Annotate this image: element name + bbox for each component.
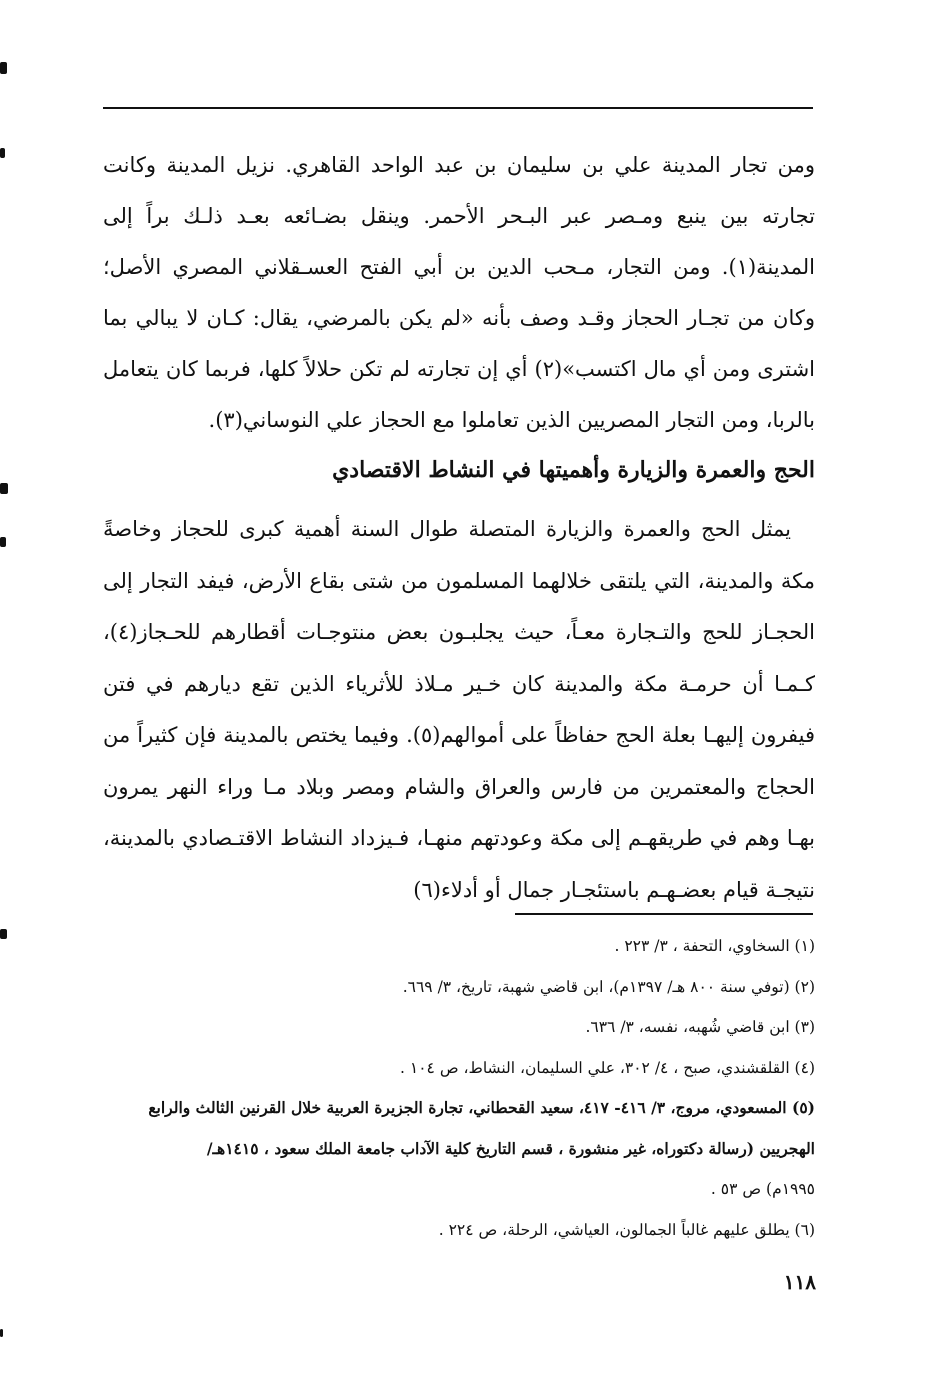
footnote-3: (٣) ابن قاضي شُهبه، نفسه، ٣/ ٦٣٦. (585, 1018, 815, 1036)
footnote-5-continued: الهجريين (رسالة دكتوراه، غير منشورة ، قسم التاريخ كلية الآداب جامعة الملك سعود ، ١٤١٥هـ/ (206, 1138, 815, 1158)
footnote-2: (٢) (توفي سنة ٨٠٠ هـ/ ١٣٩٧م)، ابن قاضي شهبة، تاريخ، ٣/ ٦٦٩. (402, 977, 815, 996)
scan-mark (0, 537, 6, 547)
body-paragraph-1 (103, 140, 815, 446)
paragraph-text: ومن تجار المدينة علي بن سليمان بن عبد الواحد القاهري. نزيل المدينة وكانت تجارته بين ينبع ومـصر عبر البـحر الأحمر. وينقل بضـائعه بعـد ذلـك براً إلى المدينة(١). ومن التجار، مـحب الدين بن أبي الفتح العسـقلاني المصري الأصل؛ وكان من تجـار الحجاز وقـد وصف بأنه «لم يكن بالمرضي، يقال: كـان لا يبالي بما اشترى ومن أي مال اكتسب»(٢) أي إن تجارته لم تكن حلالاً كلها، فربما كان يتعامل بالربا، ومن التجار المصريين الذين تعاملوا مع الحجاز علي النوساني(٣). (103, 153, 815, 432)
footnote-4: (٤) القلقشندي، صبح ، ٤/ ٣٠٢، علي السليمان، النشاط، ص ١٠٤ . (400, 1058, 815, 1077)
footnote-6: (٦) يطلق عليهم غالباً الجمالون، العياشي، الرحلة، ص ٢٢٤ . (438, 1220, 815, 1239)
scan-mark (0, 1329, 3, 1337)
section-heading: الحج والعمرة والزيارة وأهميتها في النشاط الاقتصادي (332, 457, 815, 483)
footnotes (103, 926, 815, 1250)
scan-mark (0, 483, 8, 494)
header-rule (103, 107, 813, 109)
footnote-1: (١) السخاوي، التحفة ، ٣/ ٢٢٣ . (614, 937, 815, 955)
scan-mark (0, 929, 7, 939)
page-number: ١١٨ (783, 1270, 816, 1294)
footnote-5: (٥) المسعودي، مروج، ٣/ ٤١٦- ٤١٧، سعيد القحطاني، تجارة الجزيرة العربية خلال القرنين الثالث والرابع (148, 1098, 815, 1117)
footnote-separator (515, 913, 813, 915)
footnote-5-continued: ١٩٩٥م) ص ٥٣ . (710, 1180, 815, 1198)
scan-mark (0, 62, 7, 74)
paragraph-text: يمثل الحج والعمرة والزيارة المتصلة طوال السنة أهمية كبرى للحجاز وخاصةً مكة والمدينة، التي يلتقى خلالهما المسلمون من شتى بقاع الأرض، فيفد التجار إلى الحجـاز للحج والتـجارة معـاً، حيث يجلبـون بعض منتوجـات أقطارهم للحـجاز(٤)، كـمـا أن حرمـة مكة والمدينة كان خـير مـلاذ للأثرياء الذين تقع ديارهم في فتن فيفرون إليهـا بعلة الحج حفاظاً على أموالهم(٥). وفيما يختص بالمدينة فإن كثيراً من الحجاج والمعتمرين من فارس والعراق والشام ومصر وبلاد مـا وراء النهر يمرون بهـا وهم في طريقهـم إلى مكة وعودتهم منهـا، فـيزداد النشاط الاقتـصادي بالمدينة، نتيجـة قيام بعضـهـم باستئجـار جمال أو أدلاء(٦) (103, 517, 815, 902)
scan-mark (0, 148, 5, 158)
body-paragraph-2 (103, 504, 815, 916)
